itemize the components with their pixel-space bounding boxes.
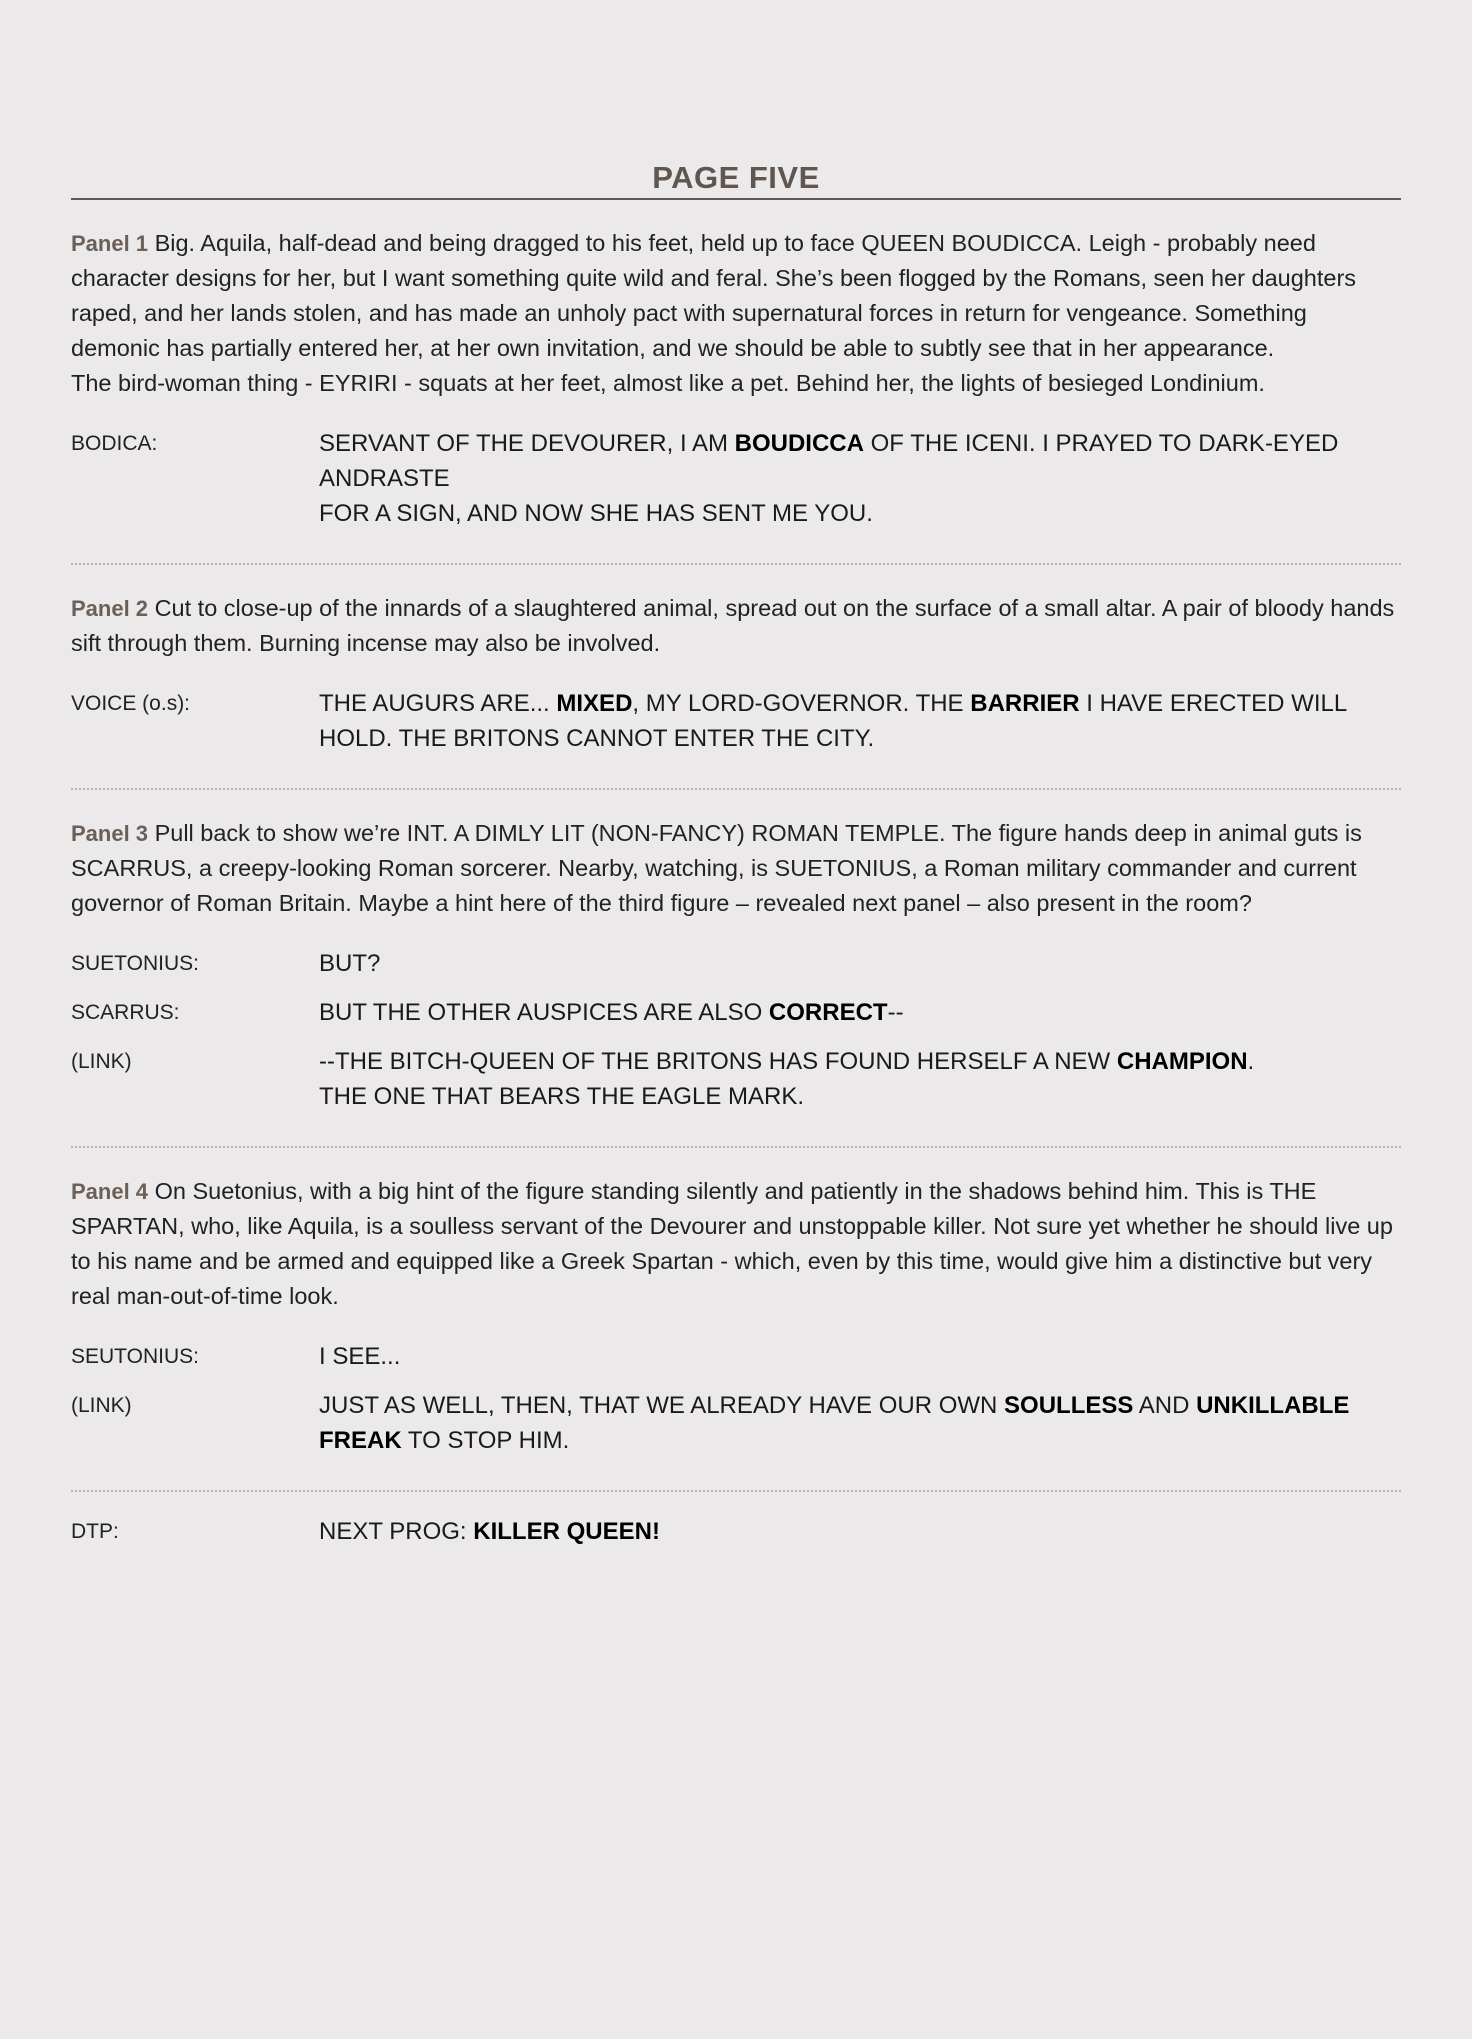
speech-text: BUT? (319, 950, 381, 977)
speech-text: --THE BITCH-QUEEN OF THE BRITONS HAS FOUND HERSELF A NEW (319, 1048, 1117, 1075)
speech-text: JUST AS WELL, THEN, THAT WE ALREADY HAVE OUR OWN (319, 1392, 1005, 1419)
dtp-speech (319, 1514, 1401, 1549)
speech-text: THE AUGURS ARE... (319, 690, 557, 717)
panel-section (71, 200, 1401, 531)
panel-description (71, 1174, 1401, 1314)
panel-description-text: On Suetonius, with a big hint of the figure standing silently and patiently in the shadows behind him. This is THE SPARTAN, who, like Aquila, is a soulless servant of the Devourer and unstoppable killer. Not sure yet whether he should live up to his name and be armed and equipped like a Greek Spartan - which, even by this time, would give him a distinctive but very real man-out-of-time look. (71, 1178, 1393, 1309)
dialogue-block (71, 426, 1401, 531)
panel-label: Panel 1 (71, 231, 149, 256)
panel-section (71, 1148, 1401, 1458)
speech-text-block (319, 1388, 1401, 1458)
dialogue-line (71, 1388, 1401, 1458)
dialogue-line (71, 1339, 1401, 1374)
panel-label: Panel 3 (71, 821, 149, 846)
page-title: PAGE FIVE (71, 160, 1401, 200)
speech-text: , MY LORD-GOVERNOR. THE (632, 690, 971, 717)
speaker-name: SEUTONIUS: (71, 1345, 199, 1368)
speech-text-block (319, 995, 1401, 1030)
dialogue-line (71, 686, 1401, 756)
speech-text: -- (887, 999, 904, 1026)
speech-text-block (319, 426, 1401, 531)
speech-text: TO STOP HIM. (401, 1427, 570, 1454)
dtp-speaker: DTP: (71, 1520, 119, 1543)
speech-text: NEXT PROG: (319, 1518, 474, 1545)
emphasis-text: UNKILLABLE FREAK (319, 1392, 1350, 1454)
emphasis-text: CORRECT (768, 999, 888, 1026)
speech-text: SERVANT OF THE DEVOURER, I AM (319, 430, 735, 457)
dtp-line (71, 1492, 1401, 1549)
speech-text: BUT THE OTHER AUSPICES ARE ALSO (319, 999, 769, 1026)
panel-description-text: The bird-woman thing - EYRIRI - squats at her feet, almost like a pet. Behind her, the lights of besieged Londinium. (71, 370, 1265, 396)
speech-text: I HAVE ERECTED WILL HOLD. THE BRITONS CANNOT ENTER THE CITY. (319, 690, 1347, 752)
emphasis-text: MIXED (556, 690, 633, 717)
panel-section (71, 790, 1401, 1114)
emphasis-text: BOUDICCA (734, 430, 864, 457)
dialogue-line (71, 1044, 1401, 1114)
speech-text-block (319, 686, 1401, 756)
speaker-name: SUETONIUS: (71, 952, 199, 975)
speech-text: OF THE ICENI. I PRAYED TO DARK-EYED ANDRASTE (319, 430, 1339, 492)
speaker-name: SCARRUS: (71, 1001, 180, 1024)
panel-description-text: Pull back to show we’re INT. A DIMLY LIT (NON-FANCY) ROMAN TEMPLE. The figure hands deep in animal guts is SCARRUS, a creepy-looking Roman sorcerer. Nearby, watching, is SUETONIUS, a Roman military commander and current governor of Roman Britain. Maybe a hint here of the third figure – revealed next panel – also present in the room? (71, 820, 1362, 916)
speech-text: . (1247, 1048, 1255, 1075)
panel-description-text: Cut to close-up of the innards of a slaughtered animal, spread out on the surface of a small altar. A pair of bloody hands sift through them. Burning incense may also be involved. (71, 595, 1395, 656)
speaker-name: BODICA: (71, 432, 158, 455)
emphasis-text: SOULLESS (1004, 1392, 1134, 1419)
emphasis-text: BARRIER (970, 690, 1080, 717)
panel-description (71, 591, 1401, 661)
panel-label: Panel 2 (71, 596, 149, 621)
speech-text-block (319, 1339, 1401, 1374)
speech-text: I SEE... (319, 1343, 401, 1370)
speech-text-block (319, 946, 1401, 981)
speaker-name: VOICE (o.s): (71, 692, 191, 715)
dialogue-line (71, 946, 1401, 981)
dialogue-block (71, 946, 1401, 1114)
emphasis-text: CHAMPION (1116, 1048, 1248, 1075)
speech-text: FOR A SIGN, AND NOW SHE HAS SENT ME YOU. (319, 500, 873, 527)
panel-list (71, 200, 1401, 1492)
panel-description-text: Big. Aquila, half-dead and being dragged to his feet, held up to face QUEEN BOUDICCA. Leigh - probably need character designs for her, but I want something quite wild and feral. She’s been flogged by the Romans, seen her daughters raped, and her lands stolen, and has made an unholy pact with supernatural forces in return for vengeance. Something demonic has partially entered her, at her own invitation, and we should be able to subtly see that in her appearance. (71, 230, 1357, 361)
dialogue-line (71, 995, 1401, 1030)
speech-text: AND (1133, 1392, 1197, 1419)
script-content (71, 160, 1401, 1549)
speech-text-block (319, 1044, 1401, 1114)
speaker-name: (LINK) (71, 1394, 132, 1417)
speech-text: THE ONE THAT BEARS THE EAGLE MARK. (319, 1083, 805, 1110)
dialogue-block (71, 1339, 1401, 1458)
dialogue-block (71, 686, 1401, 756)
emphasis-text: KILLER QUEEN! (473, 1518, 660, 1545)
panel-section (71, 565, 1401, 756)
speaker-name: (LINK) (71, 1050, 132, 1073)
panel-label: Panel 4 (71, 1179, 149, 1204)
dialogue-line (71, 426, 1401, 531)
panel-description (71, 226, 1401, 401)
panel-description (71, 816, 1401, 921)
